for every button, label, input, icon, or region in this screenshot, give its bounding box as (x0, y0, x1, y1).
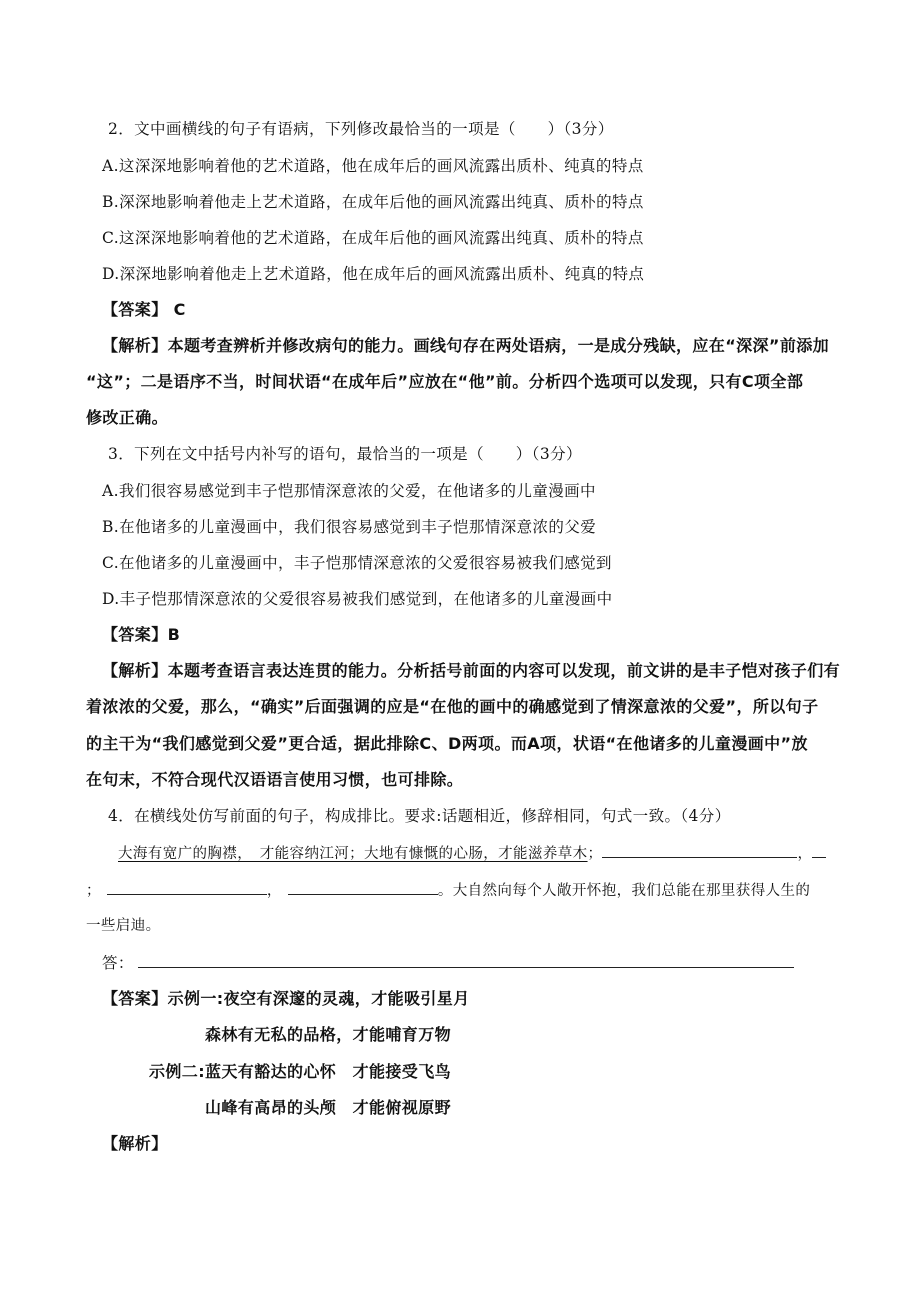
q3-analysis-line-1: 【解析】本题考查语言表达连贯的能力。分析括号前面的内容可以发现，前文讲的是丰子恺对孩子们有 (102, 661, 841, 680)
q2-analysis-line-2: “这”；二是语序不当，时间状语“在成年后”应放在“他”前。分析四个选项可以发现，只有C项全部 (86, 372, 804, 391)
q4-sep: ， (797, 846, 813, 862)
q3-analysis-line-2: 着浓浓的父爱，那么，“确实”后面强调的应是“在他的画中的确感觉到了情深意浓的父爱”，所以句子 (86, 697, 819, 716)
q4-sep: ； (587, 846, 603, 862)
q3-stem: 3．下列在文中括号内补写的语句，最恰当的一项是（ ）（3分） (108, 445, 582, 463)
q4-model-sentence: 大海有宽广的胸襟， 才能容纳江河；大地有慷慨的心肠，才能滋养草木 (118, 846, 588, 862)
q2-option-a: A.这深深地影响着他的艺术道路，他在成年后的画风流露出质朴、纯真的特点 (102, 157, 644, 175)
q4-answer-line-4: 山峰有高昂的头颅 才能俯视原野 (205, 1098, 452, 1117)
q3-option-a: A.我们很容易感觉到丰子恺那情深意浓的父爱，在他诸多的儿童漫画中 (102, 482, 596, 500)
q4-sep: ， (266, 883, 282, 899)
q4-prompt-line-1 (118, 842, 826, 865)
q4-prompt-line-2 (86, 879, 810, 902)
q3-option-b: B.在他诸多的儿童漫画中，我们很容易感觉到丰子恺那情深意浓的父爱 (102, 518, 597, 536)
q4-answer-line-3: 示例二:蓝天有豁达的心怀 才能接受飞鸟 (149, 1062, 451, 1081)
q2-option-d: D.深深地影响着他走上艺术道路，他在成年后的画风流露出质朴、纯真的特点 (102, 265, 645, 283)
q4-answer-row (102, 952, 794, 974)
blank-1[interactable] (602, 842, 797, 858)
q2-analysis-line-3: 修改正确。 (86, 408, 169, 427)
blank-3[interactable] (288, 879, 438, 895)
q2-analysis-line-1: 【解析】本题考查辨析并修改病句的能力。画线句存在两处语病，一是成分残缺，应在“深深”前添加 (102, 336, 830, 355)
q4-prompt-line-3: 一些启迪。 (86, 918, 161, 934)
answer-label: 答： (102, 954, 134, 972)
q3-analysis-line-3: 的主干为“我们感觉到父爱”更合适，据此排除C、D两项。而A项，状语“在他诸多的儿童漫画中”放 (86, 734, 808, 753)
q2-option-c: C.这深深地影响着他的艺术道路，在成年后他的画风流露出纯真、质朴的特点 (102, 229, 644, 247)
q3-answer: 【答案】B (102, 625, 181, 644)
answer-line[interactable] (138, 952, 794, 968)
q3-option-d: D.丰子恺那情深意浓的父爱很容易被我们感觉到，在他诸多的儿童漫画中 (102, 590, 613, 608)
blank-2[interactable] (107, 879, 267, 895)
q2-answer: 【答案】 C (102, 300, 186, 319)
q4-tail: 。大自然向每个人敞开怀抱，我们总能在那里获得人生的 (437, 883, 811, 899)
q4-answer-line-2: 森林有无私的品格，才能哺育万物 (205, 1025, 452, 1044)
q4-sep: ； (86, 883, 101, 899)
q4-stem: 4．在横线处仿写前面的句子，构成排比。要求:话题相近，修辞相同，句式一致。（4分） (108, 807, 731, 825)
q2-stem: 2．文中画横线的句子有语病，下列修改最恰当的一项是（ ）（3分） (108, 120, 614, 138)
q3-option-c: C.在他诸多的儿童漫画中，丰子恺那情深意浓的父爱很容易被我们感觉到 (102, 554, 612, 572)
blank-2-start[interactable] (812, 842, 826, 858)
q2-option-b: B.深深地影响着他走上艺术道路，在成年后他的画风流露出纯真、质朴的特点 (102, 193, 644, 211)
q4-answer-title: 【答案】示例一:夜空有深邃的灵魂，才能吸引星月 (102, 989, 470, 1008)
q4-analysis-label: 【解析】 (102, 1134, 168, 1153)
q3-analysis-line-4: 在句末，不符合现代汉语语言使用习惯，也可排除。 (86, 770, 464, 789)
